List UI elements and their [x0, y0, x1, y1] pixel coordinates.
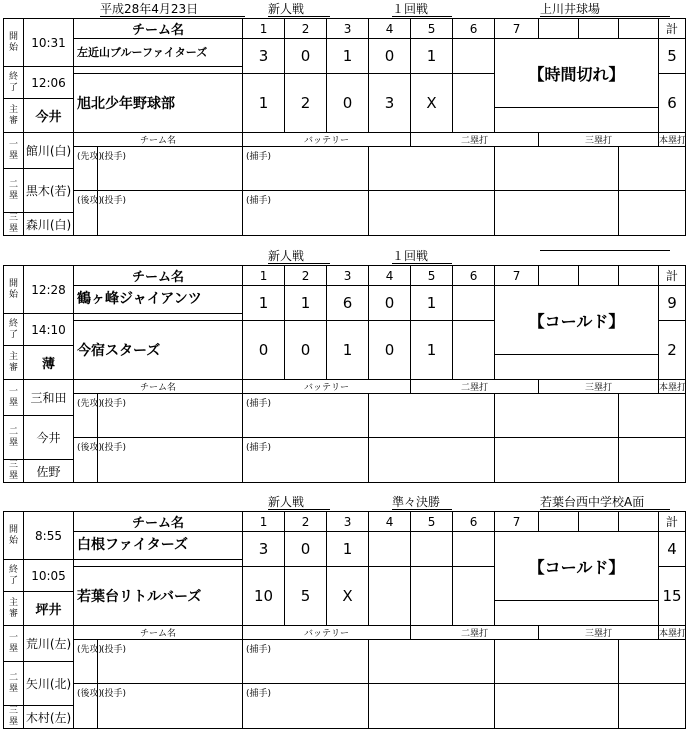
catcher-cell: (捕手) — [243, 640, 369, 684]
triples-cell — [495, 640, 619, 684]
inning-score — [369, 532, 411, 567]
inning-header: 6 — [453, 266, 495, 286]
base2-label: 二塁 — [4, 416, 24, 460]
inning-score — [369, 567, 411, 626]
umpire-label: 主審 — [4, 99, 24, 133]
date-label: 平成28年4月23日 — [100, 3, 245, 17]
inning-score — [453, 321, 495, 380]
base2-umpire: 黒木(若) — [24, 169, 74, 213]
inning-score — [453, 567, 495, 626]
team-total: 2 — [659, 321, 686, 380]
inning-score: X — [411, 74, 453, 133]
inning-header: 3 — [327, 266, 369, 286]
inning-header: 1 — [243, 512, 285, 532]
base1-umpire: 三和田 — [24, 380, 74, 416]
inning-header: 2 — [285, 266, 327, 286]
inning-score: 0 — [327, 74, 369, 133]
game-table — [3, 511, 686, 729]
inning-score: 2 — [285, 74, 327, 133]
catcher-cell: (捕手) — [243, 684, 369, 729]
result-spacer — [495, 601, 659, 626]
inning-score: 3 — [243, 532, 285, 567]
inning-score — [453, 39, 495, 74]
end-time: 10:05 — [24, 560, 74, 592]
inning-header: 6 — [453, 512, 495, 532]
end-time: 14:10 — [24, 314, 74, 346]
inning-score: 1 — [243, 74, 285, 133]
inning-score — [453, 532, 495, 567]
inning-score: 0 — [243, 321, 285, 380]
inning-score: 1 — [327, 532, 369, 567]
round-label: 準々決勝 — [392, 496, 452, 510]
team-name: 旭北少年野球部 — [77, 96, 175, 112]
end-time: 12:06 — [24, 67, 74, 99]
inning-header: 7 — [495, 266, 539, 286]
end-label: 終了 — [4, 67, 24, 99]
team-total: 6 — [659, 74, 686, 133]
triples-cell — [495, 684, 619, 729]
doubles-cell — [369, 640, 495, 684]
start-time: 10:31 — [24, 19, 74, 67]
inning-score: 0 — [369, 39, 411, 74]
venue-label: 上川井球場 — [540, 3, 670, 17]
inning-header: 1 — [243, 19, 285, 39]
catcher-cell: (捕手) — [243, 438, 369, 483]
inning-score: 3 — [369, 74, 411, 133]
end-label: 終了 — [4, 314, 24, 346]
team-total: 15 — [659, 567, 686, 626]
inning-header: 3 — [327, 19, 369, 39]
inning-header: 5 — [411, 266, 453, 286]
start-time: 12:28 — [24, 266, 74, 314]
team-total: 4 — [659, 532, 686, 567]
base1-label: 一塁 — [4, 133, 24, 169]
team-name-header: チーム名 — [74, 133, 243, 147]
umpire-label: 主審 — [4, 346, 24, 380]
pitcher-cell: (投手) — [98, 191, 243, 236]
inning-header: 4 — [369, 19, 411, 39]
homers-cell — [619, 684, 686, 729]
inning-header: 7 — [495, 19, 539, 39]
start-label: 開始 — [4, 512, 24, 560]
category-label: 新人戦 — [268, 3, 330, 17]
game-table — [3, 265, 686, 483]
total-header: 計 — [659, 512, 686, 532]
category-label: 新人戦 — [268, 496, 330, 510]
venue-label: 若葉台西中学校A面 — [540, 496, 670, 510]
homers-cell — [619, 438, 686, 483]
homers-header: 本塁打 — [659, 626, 686, 640]
homers-cell — [619, 191, 686, 236]
inning-score: 6 — [327, 286, 369, 321]
inning-score — [411, 567, 453, 626]
doubles-cell — [369, 147, 495, 191]
result-spacer — [495, 108, 659, 133]
doubles-cell — [369, 394, 495, 438]
doubles-cell — [369, 684, 495, 729]
total-header: 計 — [659, 266, 686, 286]
team-name-header: チーム名 — [74, 626, 243, 640]
inning-header: 6 — [453, 19, 495, 39]
inning-score — [411, 532, 453, 567]
umpire-name: 薄 — [24, 346, 74, 380]
inning-header — [539, 19, 579, 39]
battery-header: バッテリー — [243, 380, 411, 394]
team-row — [74, 74, 243, 133]
inning-header — [619, 512, 659, 532]
triples-header: 三塁打 — [539, 133, 659, 147]
base2-umpire: 今井 — [24, 416, 74, 460]
top-team-cell: (先攻) — [74, 394, 98, 438]
inning-score: 1 — [327, 39, 369, 74]
base2-label: 二塁 — [4, 169, 24, 213]
triples-cell — [495, 438, 619, 483]
homers-cell — [619, 394, 686, 438]
inning-score — [453, 74, 495, 133]
inning-score: 0 — [285, 321, 327, 380]
doubles-cell — [369, 191, 495, 236]
result-label: 【時間切れ】 — [495, 39, 659, 108]
pitcher-cell: (投手) — [98, 438, 243, 483]
inning-score: 1 — [285, 286, 327, 321]
catcher-cell: (捕手) — [243, 191, 369, 236]
end-label: 終了 — [4, 560, 24, 592]
team-name: 今宿スターズ — [77, 343, 161, 359]
team-row — [74, 567, 243, 626]
inning-header — [619, 19, 659, 39]
top-team-cell: (先攻) — [74, 147, 98, 191]
battery-header: バッテリー — [243, 626, 411, 640]
triples-header: 三塁打 — [539, 626, 659, 640]
inning-header: 7 — [495, 512, 539, 532]
inning-score: 1 — [411, 321, 453, 380]
category-label: 新人戦 — [268, 250, 330, 264]
inning-score: 1 — [243, 286, 285, 321]
battery-header: バッテリー — [243, 133, 411, 147]
inning-header: 4 — [369, 266, 411, 286]
bottom-team-cell: (後攻) — [74, 438, 98, 483]
triples-cell — [495, 147, 619, 191]
base3-umpire: 森川(白) — [24, 213, 74, 236]
inning-header: 2 — [285, 19, 327, 39]
inning-header — [579, 512, 619, 532]
venue-label — [540, 250, 670, 251]
team-name: 鶴ヶ峰ジャイアンツ — [77, 291, 202, 307]
inning-header — [579, 266, 619, 286]
base3-umpire: 木村(左) — [24, 706, 74, 729]
triples-header: 三塁打 — [539, 380, 659, 394]
bottom-team-cell: (後攻) — [74, 191, 98, 236]
pitcher-cell: (投手) — [98, 394, 243, 438]
team-row-spacer — [74, 314, 243, 321]
inning-header — [619, 266, 659, 286]
team-row-spacer — [74, 560, 243, 567]
start-label: 開始 — [4, 266, 24, 314]
inning-header — [539, 266, 579, 286]
inning-header: 3 — [327, 512, 369, 532]
base2-umpire: 矢川(北) — [24, 662, 74, 706]
inning-score — [453, 286, 495, 321]
inning-score: X — [327, 567, 369, 626]
total-header: 計 — [659, 19, 686, 39]
homers-cell — [619, 147, 686, 191]
umpire-name: 今井 — [24, 99, 74, 133]
umpire-name: 坪井 — [24, 592, 74, 626]
inning-score: 1 — [327, 321, 369, 380]
inning-score: 0 — [369, 286, 411, 321]
inning-score: 0 — [285, 39, 327, 74]
inning-score: 10 — [243, 567, 285, 626]
inning-header: 5 — [411, 512, 453, 532]
inning-score: 3 — [243, 39, 285, 74]
homers-cell — [619, 640, 686, 684]
team-name: 左近山ブルーファイターズ — [77, 46, 208, 59]
team-row — [74, 286, 243, 314]
team-col-header: チーム名 — [74, 19, 243, 39]
inning-score: 1 — [411, 286, 453, 321]
team-row — [74, 532, 243, 560]
base1-label: 一塁 — [4, 380, 24, 416]
base1-umpire: 荒川(左) — [24, 626, 74, 662]
inning-header: 5 — [411, 19, 453, 39]
doubles-cell — [369, 438, 495, 483]
triples-cell — [495, 191, 619, 236]
team-name: 白根ファイターズ — [77, 537, 189, 553]
team-col-header: チーム名 — [74, 512, 243, 532]
base3-umpire: 佐野 — [24, 460, 74, 483]
base3-label: 三塁 — [4, 460, 24, 483]
triples-cell — [495, 394, 619, 438]
inning-header: 4 — [369, 512, 411, 532]
team-col-header: チーム名 — [74, 266, 243, 286]
bottom-team-cell: (後攻) — [74, 684, 98, 729]
inning-score: 1 — [411, 39, 453, 74]
team-name-header: チーム名 — [74, 380, 243, 394]
base3-label: 三塁 — [4, 706, 24, 729]
inning-header — [579, 19, 619, 39]
umpire-label: 主審 — [4, 592, 24, 626]
team-row — [74, 39, 243, 67]
game-table — [3, 18, 686, 236]
pitcher-cell: (投手) — [98, 147, 243, 191]
team-row — [74, 321, 243, 380]
team-total: 5 — [659, 39, 686, 74]
inning-score: 5 — [285, 567, 327, 626]
doubles-header: 二塁打 — [411, 380, 539, 394]
doubles-header: 二塁打 — [411, 133, 539, 147]
inning-header — [539, 512, 579, 532]
round-label: １回戦 — [392, 250, 452, 264]
pitcher-cell: (投手) — [98, 640, 243, 684]
inning-score: 0 — [285, 532, 327, 567]
base1-umpire: 館川(白) — [24, 133, 74, 169]
round-label: １回戦 — [392, 3, 452, 17]
team-row-spacer — [74, 67, 243, 74]
start-time: 8:55 — [24, 512, 74, 560]
result-label: 【コールド】 — [495, 532, 659, 601]
base3-label: 三塁 — [4, 213, 24, 236]
base1-label: 一塁 — [4, 626, 24, 662]
top-team-cell: (先攻) — [74, 640, 98, 684]
result-label: 【コールド】 — [495, 286, 659, 355]
catcher-cell: (捕手) — [243, 147, 369, 191]
team-name: 若葉台リトルバーズ — [77, 589, 202, 605]
inning-header: 1 — [243, 266, 285, 286]
homers-header: 本塁打 — [659, 133, 686, 147]
pitcher-cell: (投手) — [98, 684, 243, 729]
catcher-cell: (捕手) — [243, 394, 369, 438]
result-spacer — [495, 355, 659, 380]
base2-label: 二塁 — [4, 662, 24, 706]
inning-score: 0 — [369, 321, 411, 380]
doubles-header: 二塁打 — [411, 626, 539, 640]
inning-header: 2 — [285, 512, 327, 532]
team-total: 9 — [659, 286, 686, 321]
homers-header: 本塁打 — [659, 380, 686, 394]
start-label: 開始 — [4, 19, 24, 67]
